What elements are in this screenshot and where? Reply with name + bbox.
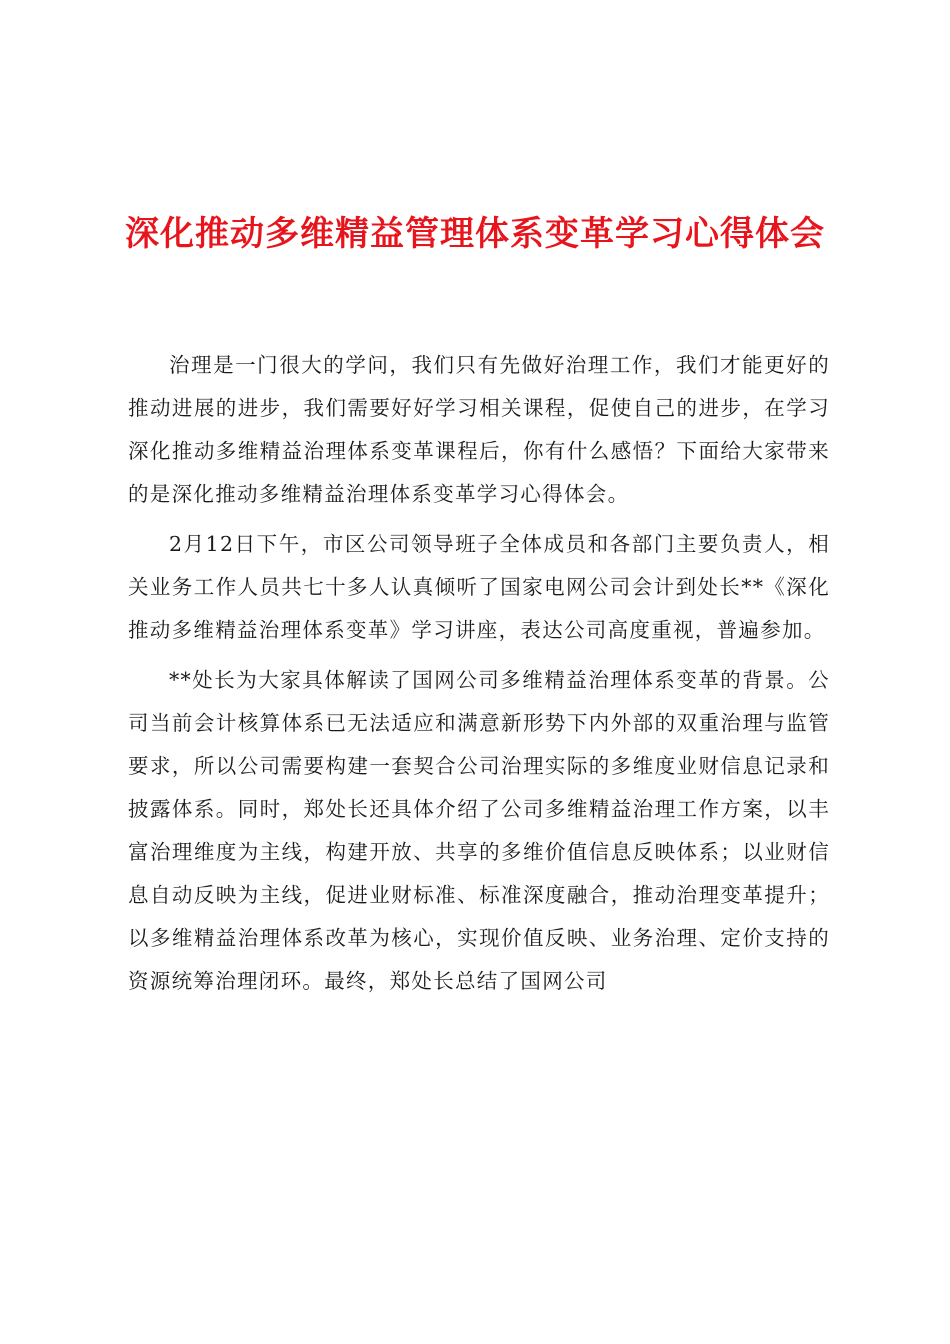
document-title: 深化推动多维精益管理体系变革学习心得体会: [125, 214, 825, 254]
paragraph-intro: 治理是一门很大的学问，我们只有先做好治理工作，我们才能更好的推动进展的进步，我们需要好好学习相关课程，促使自己的进步，在学习深化推动多维精益治理体系变革课程后，你有什么感悟？下面给大家带来的是深化推动多维精益治理体系变革学习心得体会。: [128, 353, 830, 506]
paragraph-lecture-content: **处长为大家具体解读了国网公司多维精益治理体系变革的背景。公司当前会计核算体系已无法适应和满意新形势下内外部的双重治理与监管要求，所以公司需要构建一套契合公司治理实际的多维度业财信息记录和披露体系。同时，郑处长还具体介绍了公司多维精益治理工作方案，以丰富治理维度为主线，构建开放、共享的多维价值信息反映体系；以业财信息自动反映为主线，促进业财标准、标准深度融合，推动治理变革提升；以多维精益治理体系改革为核心，实现价值反映、业务治理、定价支持的资源统筹治理闭环。最终，郑处长总结了国网公司: [128, 668, 830, 993]
paragraph-lecture-event: 2月12日下午，市区公司领导班子全体成员和各部门主要负责人，相关业务工作人员共七十多人认真倾听了国家电网公司会计到处长**《深化推动多维精益治理体系变革》学习讲座，表达公司高度重视，普遍参加。: [128, 532, 830, 642]
document-body: [128, 344, 830, 1003]
